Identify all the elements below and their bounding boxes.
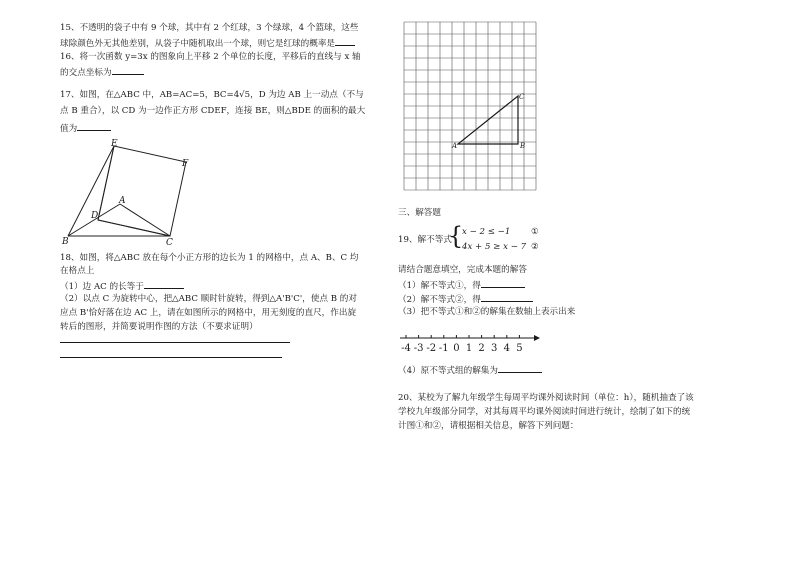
q18-answer-blank[interactable] bbox=[144, 279, 184, 289]
q15-text: 球除颜色外无其他差别，从袋子中随机取出一个球，则它是红球的概率是 bbox=[60, 39, 336, 49]
q16-answer-blank[interactable] bbox=[112, 65, 144, 75]
q19-prefix: 19、解不等式 bbox=[398, 235, 452, 245]
number-line-arrow bbox=[534, 335, 540, 341]
label-f: F bbox=[182, 159, 189, 169]
q16-line1: 16、将一次函数 y=3x 的图象向上平移 2 个单位的长度，平移后的直线与 x 轴 bbox=[60, 52, 361, 62]
grid-label-b: B bbox=[520, 142, 526, 150]
q15-line2 bbox=[60, 36, 355, 50]
q19-mark-2: ② bbox=[531, 242, 539, 252]
q20-line3: 计图①和②，请根据相关信息，解答下列问题： bbox=[398, 421, 579, 431]
q18-answer-line-2[interactable] bbox=[60, 357, 282, 358]
q19-step2-blank[interactable] bbox=[481, 292, 533, 302]
grid-lines bbox=[404, 22, 536, 190]
q19-step1-blank[interactable] bbox=[481, 278, 525, 288]
section-3-heading: 三、解答题 bbox=[398, 208, 441, 218]
label-a: A bbox=[119, 196, 126, 206]
segment-dc bbox=[98, 220, 170, 236]
q20-line2: 学校九年级部分同学，对其每周平均课外阅读时间进行统计，绘制了如下的统 bbox=[398, 407, 691, 417]
number-line bbox=[398, 330, 548, 358]
number-line-label: 0 bbox=[453, 343, 460, 354]
q17-figure bbox=[60, 136, 200, 246]
label-e: E bbox=[111, 139, 118, 149]
q18-line5: 应点 B'恰好落在边 AC 上，请在如图所示的网格中，用无刻度的直尺，作出旋 bbox=[60, 308, 357, 318]
number-line-label: 2 bbox=[478, 343, 485, 354]
q19-step1-text: （1）解不等式①，得 bbox=[398, 281, 481, 291]
q19-step2-text: （2）解不等式②，得 bbox=[398, 295, 481, 305]
label-b: B bbox=[62, 237, 69, 246]
q18-answer-line-1[interactable] bbox=[60, 342, 290, 343]
q19-inequality-2: 4x + 5 ≥ x − 7 bbox=[462, 242, 527, 252]
number-line-label: -4 bbox=[401, 343, 411, 354]
label-d: D bbox=[91, 211, 99, 221]
q19-mark-1: ① bbox=[531, 227, 539, 237]
q18-line2: 在格点上 bbox=[60, 266, 95, 276]
q18-part1-text: （1）边 AC 的长等于 bbox=[60, 282, 144, 292]
number-line-label: 5 bbox=[516, 343, 523, 354]
q18-line1: 18、如图，将△ABC 放在每个小正方形的边长为 1 的网格中，点 A、B、C 均 bbox=[60, 253, 359, 263]
q16-text: 的交点坐标为 bbox=[60, 68, 112, 78]
q19-instruction: 请结合题意填空，完成本题的解答 bbox=[398, 265, 527, 275]
grid-label-c: C bbox=[519, 93, 525, 101]
q20-line1: 20、某校为了解九年级学生每周平均课外阅读时间（单位：h），随机抽查了该 bbox=[398, 393, 694, 403]
q19-step3: （3）把不等式①和②的解集在数轴上表示出来 bbox=[398, 307, 576, 317]
number-line-label: 4 bbox=[503, 343, 510, 354]
q18-line4: （2）以点 C 为旋转中心，把△ABC 顺时针旋转，得到△A'B'C'，使点 B 的对 bbox=[60, 294, 357, 304]
grid-label-a: A bbox=[452, 142, 458, 150]
segment-ac bbox=[120, 204, 170, 236]
q17-line3 bbox=[60, 121, 111, 135]
q17-answer-blank[interactable] bbox=[77, 121, 111, 131]
number-line-label: -2 bbox=[426, 343, 437, 354]
q19-step4 bbox=[398, 363, 542, 377]
q15-answer-blank[interactable] bbox=[335, 36, 355, 46]
q17-line1: 17、如图，在△ABC 中，AB=AC=5，BC=4√5，D 为边 AB 上一动点（不与 bbox=[60, 90, 364, 100]
q17-text: 值为 bbox=[60, 124, 78, 134]
q15-line1: 15、不透明的袋子中有 9 个球，其中有 2 个红球，3 个绿球，4 个篮球，这些 bbox=[60, 23, 359, 33]
number-line-label: -1 bbox=[438, 343, 449, 354]
q18-grid-figure bbox=[398, 18, 542, 192]
q19-step1 bbox=[398, 278, 525, 292]
q19-step4-text: （4）原不等式组的解集为 bbox=[398, 366, 498, 376]
q19-step2 bbox=[398, 292, 533, 306]
number-line-label: 1 bbox=[465, 343, 473, 354]
q18-line3 bbox=[60, 279, 184, 293]
number-line-label: -3 bbox=[413, 343, 424, 354]
number-line-label: 3 bbox=[491, 343, 498, 354]
label-c: C bbox=[166, 238, 173, 246]
q19-inequality-1: x − 2 ≤ −1 bbox=[462, 227, 511, 237]
q16-line2 bbox=[60, 65, 144, 79]
q18-line6: 转后的图形，并简要说明作图的方法（不要求证明） bbox=[60, 322, 258, 332]
system-brace: { bbox=[448, 222, 464, 250]
q19-step4-blank[interactable] bbox=[498, 363, 542, 373]
q17-line2: 点 B 重合），以 CD 为一边作正方形 CDEF，连接 BE，则△BDE 的面积的最大 bbox=[60, 106, 366, 116]
